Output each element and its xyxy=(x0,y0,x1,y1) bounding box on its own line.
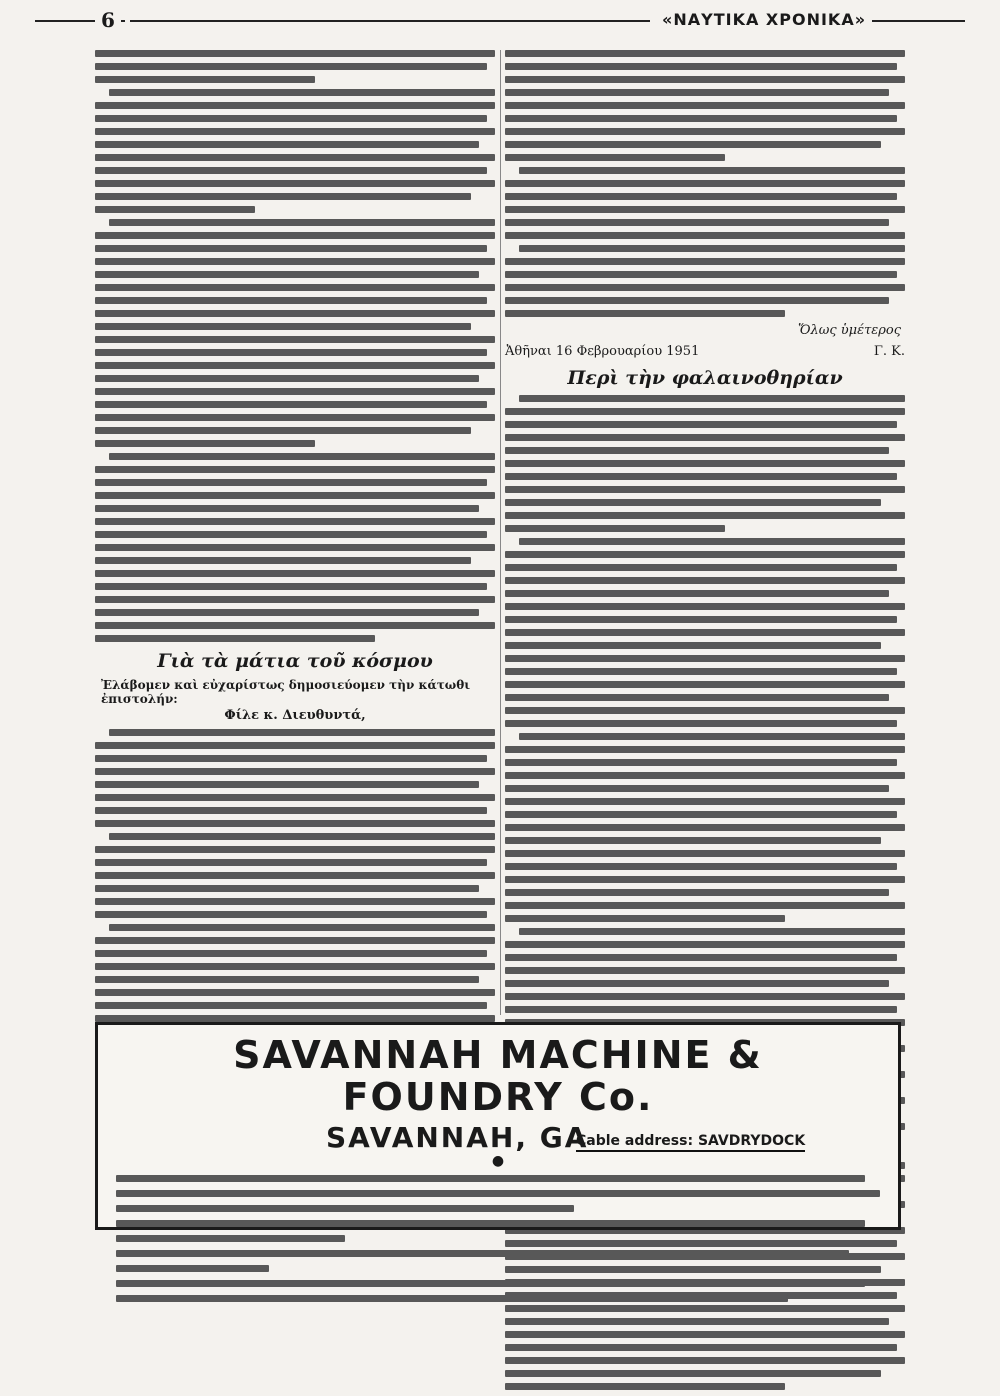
article-continued-text xyxy=(95,50,495,642)
ad-bullet-dot: ● xyxy=(491,1152,505,1169)
letter-dateline: Ἀθῆναι 16 Φεβρουαρίου 1951 xyxy=(505,344,700,359)
advertisement-box xyxy=(95,1022,901,1230)
letter-continued-text xyxy=(505,50,905,317)
section-heading-whaling: Περὶ τὴν φαλαινοθηρίαν xyxy=(567,367,843,389)
running-title: «ΝΑΥΤΙΚΑ ΧΡΟΝΙΚΑ» xyxy=(656,10,872,29)
page-header xyxy=(0,0,1000,44)
letter-closing: Ὅλως ὑμέτερος xyxy=(797,323,901,338)
letter-salutation: Φίλε κ. Διευθυντά, xyxy=(224,708,366,723)
column-divider xyxy=(500,50,501,1015)
ad-city-row xyxy=(116,1119,880,1155)
left-column xyxy=(95,44,495,1119)
ad-city: SAVANNAH, GA xyxy=(326,1120,589,1154)
ad-cable-address: Cable address: SAVDRYDOCK xyxy=(576,1133,805,1152)
letter-signature-row xyxy=(505,344,905,359)
letter-intro: Ἐλάβομεν καὶ εὐχαρίστως δημοσιεύομεν τὴν κάτωθι ἐπιστολήν: xyxy=(101,678,471,706)
page-number: 6 xyxy=(95,8,121,32)
ad-body-text xyxy=(116,1175,880,1302)
ad-company-name: SAVANNAH MACHINE & FOUNDRY Co. xyxy=(233,1033,763,1119)
letter-signature: Γ. Κ. xyxy=(873,344,905,359)
header-rule-center xyxy=(130,20,650,22)
section-heading-eyes-of-world: Γιὰ τὰ μάτια τοῦ κόσμου xyxy=(157,650,433,672)
